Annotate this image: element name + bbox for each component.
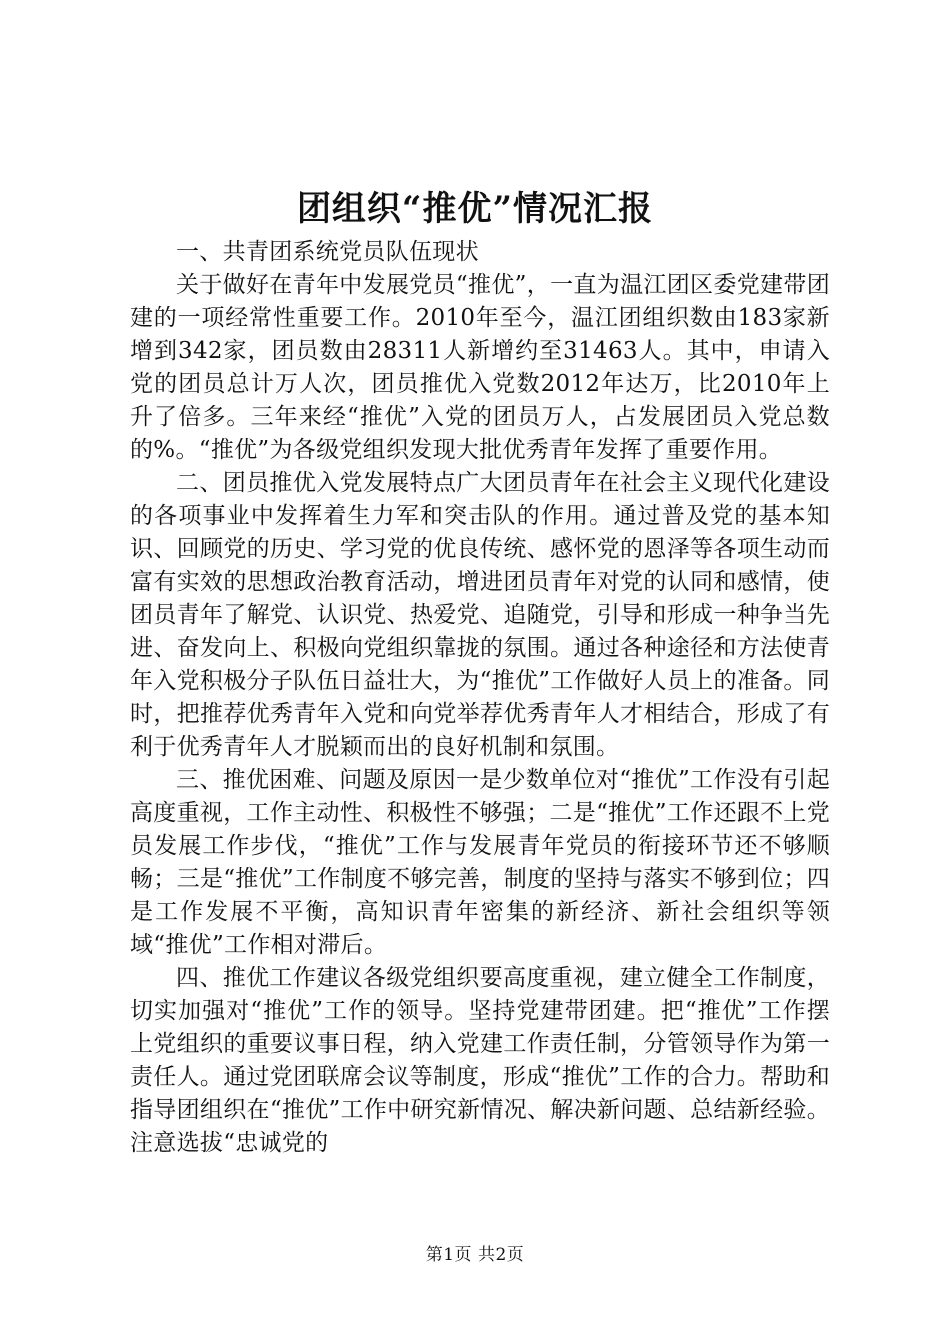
paragraph: 三、推优困难、问题及原因一是少数单位对“推优”工作没有引起高度重视，工作主动性、积极性不够强；二是“推优”工作还跟不上党员发展工作步伐，“推优”工作与发展青年党员的衔接环节还不够顺畅；三是“推优”工作制度不够完善，制度的坚持与落实不够到位；四是工作发展不平衡，高知识青年密集的新经济、新社会组织等领域“推优”工作相对滞后。	[130, 767, 830, 958]
paragraph: 二、团员推优入党发展特点广大团员青年在社会主义现代化建设的各项事业中发挥着生力军和突击队的作用。通过普及党的基本知识、回顾党的历史、学习党的优良传统、感怀党的恩泽等各项生动而富有实效的思想政治教育活动，增进团员青年对党的认同和感情，使团员青年了解党、认识党、热爱党、追随党，引导和形成一种争当先进、奋发向上、积极向党组织靠拢的氛围。通过各种途径和方法使青年入党积极分子队伍日益壮大，为“推优”工作做好人员上的准备。同时，把推荐优秀青年入党和向党举荐优秀青年人才相结合，形成了有利于优秀青年人才脱颖而出的良好机制和氛围。	[130, 470, 830, 760]
document-title: 团组织“推优”情况汇报	[296, 189, 654, 229]
document-body	[130, 236, 830, 1160]
page-number-footer: 第1页 共2页	[425, 1245, 525, 1265]
paragraph: 关于做好在青年中发展党员“推优”，一直为温江团区委党建带团建的一项经常性重要工作。2010年至今，温江团组织数由183家新增到342家，团员数由28311人新增约至31463人。其中，申请入党的团员总计万人次，团员推优入党数2012年达万，比2010年上升了倍多。三年来经“推优”入党的团员万人，占发展团员入党总数的%。“推优”为各级党组织发现大批优秀青年发挥了重要作用。	[130, 272, 830, 463]
section-heading: 一、共青团系统党员队伍现状	[176, 239, 479, 265]
paragraph: 四、推优工作建议各级党组织要高度重视，建立健全工作制度，切实加强对“推优”工作的领导。坚持党建带团建。把“推优”工作摆上党组织的重要议事日程，纳入党建工作责任制，分管领导作为第一责任人。通过党团联席会议等制度，形成“推优”工作的合力。帮助和指导团组织在“推优”工作中研究新情况、解决新问题、总结新经验。注意选拔“忠诚党的	[130, 965, 830, 1156]
